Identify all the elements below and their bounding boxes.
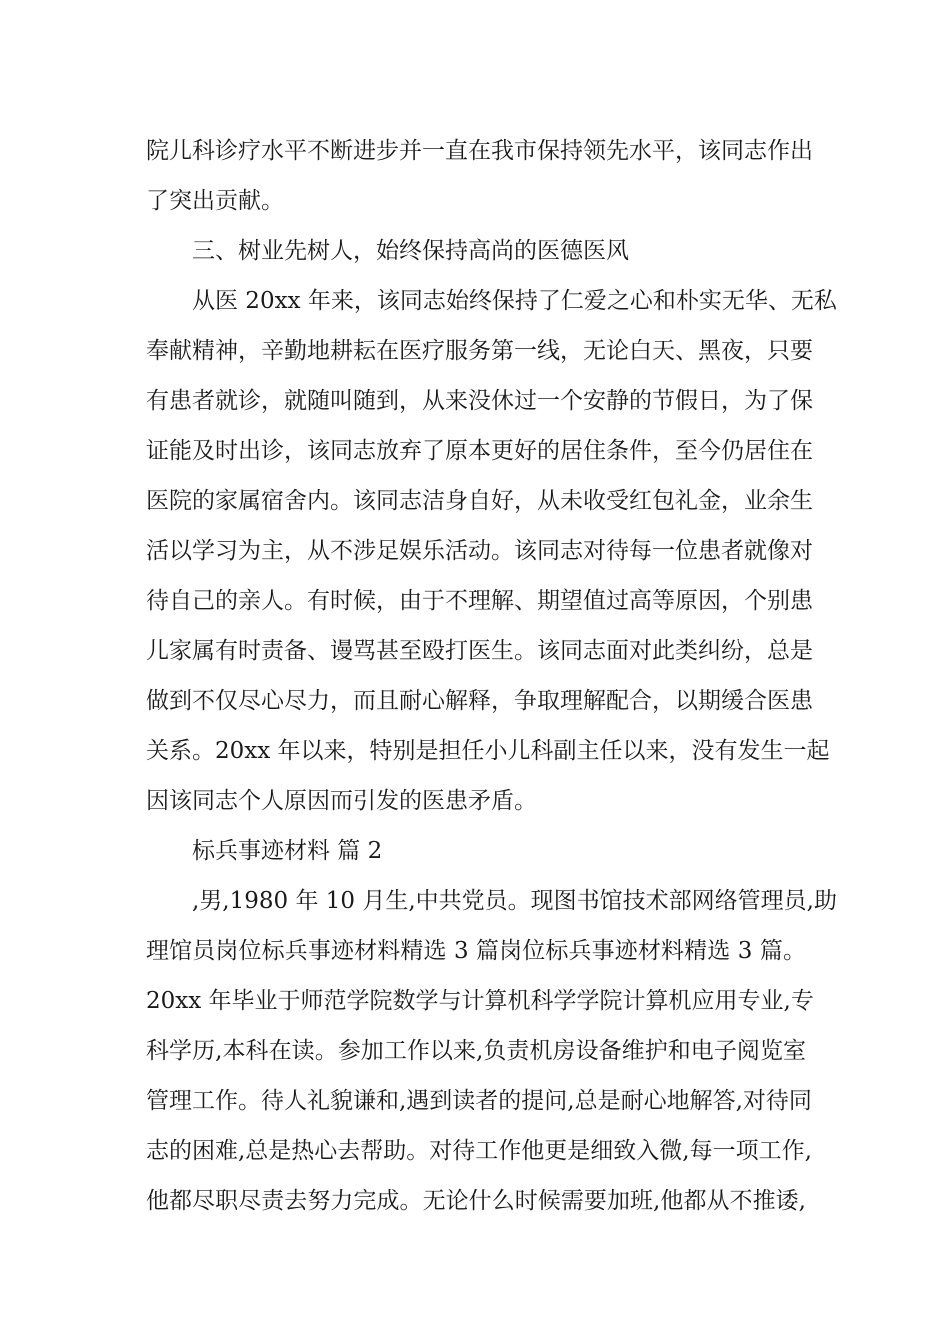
paragraph-line: 20xx 年毕业于师范学院数学与计算机科学学院计算机应用专业,专: [146, 988, 814, 1014]
paragraph-line: 做到不仅尽心尽力，而且耐心解释，争取理解配合，以期缓合医患: [146, 688, 813, 714]
paragraph-line: 他都尽职尽责去努力完成。无论什么时候需要加班,他都从不推诿,: [146, 1188, 806, 1214]
paragraph-line: 证能及时出诊，该同志放弃了原本更好的居住条件，至今仍居住在: [146, 438, 813, 464]
paragraph-line: ,男,1980 年 10 月生,中共党员。现图书馆技术部网络管理员,助: [192, 888, 837, 914]
paragraph-line: 有患者就诊，就随叫随到，从来没休过一个安静的节假日，为了保: [146, 388, 813, 414]
paragraph-line: 理馆员岗位标兵事迹材料精选 3 篇岗位标兵事迹材料精选 3 篇。: [146, 938, 806, 964]
paragraph-line: 因该同志个人原因而引发的医患矛盾。: [146, 788, 537, 814]
paragraph-line: 了突出贡献。: [146, 188, 284, 214]
paragraph-line: 待自己的亲人。有时候，由于不理解、期望值过高等原因，个别患: [146, 588, 813, 614]
section-title: 标兵事迹材料 篇 2: [192, 838, 383, 864]
paragraph-line: 院儿科诊疗水平不断进步并一直在我市保持领先水平，该同志作出: [146, 138, 813, 164]
paragraph-line: 管理工作。待人礼貌谦和,遇到读者的提问,总是耐心地解答,对待同: [146, 1088, 812, 1114]
paragraph-line: 从医 20xx 年来，该同志始终保持了仁爱之心和朴实无华、无私: [192, 288, 837, 314]
paragraph-line: 活以学习为主，从不涉足娱乐活动。该同志对待每一位患者就像对: [146, 538, 813, 564]
paragraph-line: 志的困难,总是热心去帮助。对待工作他更是细致入微,每一项工作,: [146, 1138, 812, 1164]
section-heading: 三、树业先树人，始终保持高尚的医德医风: [192, 238, 629, 264]
paragraph-line: 奉献精神，辛勤地耕耘在医疗服务第一线，无论白天、黑夜，只要: [146, 338, 813, 364]
paragraph-line: 科学历,本科在读。参加工作以来,负责机房设备维护和电子阅览室: [146, 1038, 806, 1064]
paragraph-line: 医院的家属宿舍内。该同志洁身自好，从未收受红包礼金，业余生: [146, 488, 813, 514]
paragraph-line: 儿家属有时责备、谩骂甚至殴打医生。该同志面对此类纠纷，总是: [146, 638, 813, 664]
paragraph-line: 关系。20xx 年以来，特别是担任小儿科副主任以来，没有发生一起: [146, 738, 830, 764]
